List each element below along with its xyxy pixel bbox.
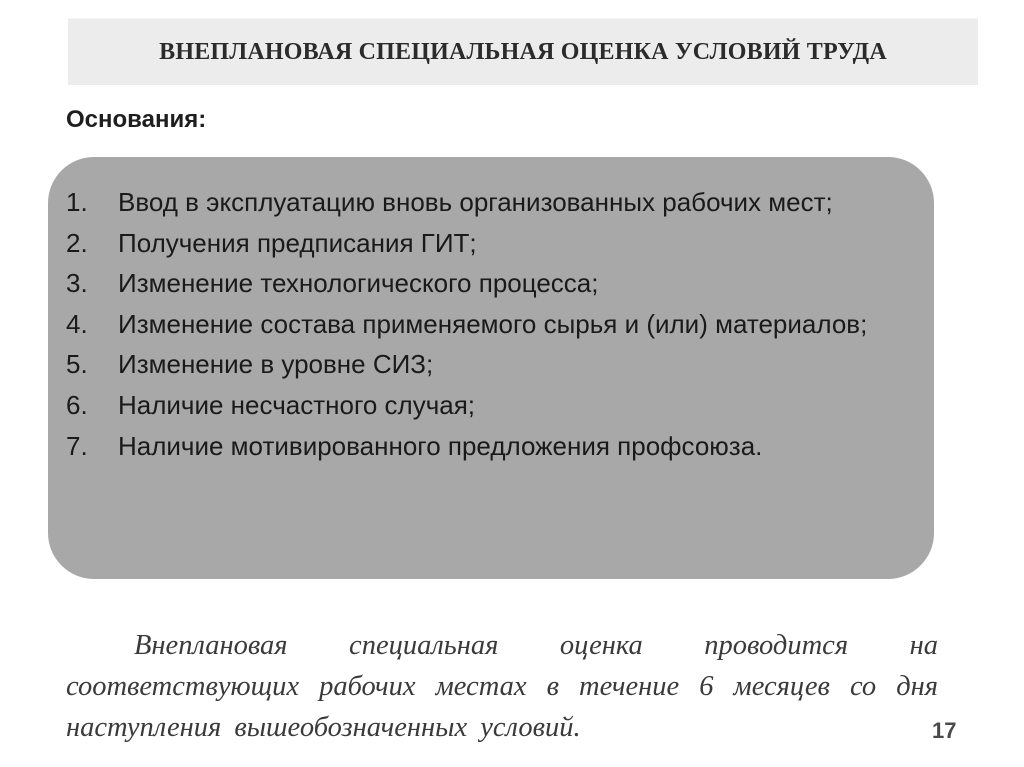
list-item [66,344,926,385]
title-bar [68,18,978,85]
slide-title: ВНЕПЛАНОВАЯ СПЕЦИАЛЬНАЯ ОЦЕНКА УСЛОВИЙ ТРУДА [159,38,887,65]
list-item-number: 2. [66,227,88,258]
grounds-list [66,182,926,466]
list-item [66,263,926,304]
list-item-number: 4. [66,308,88,339]
list-item [66,385,926,426]
list-item-text: Наличие мотивированного предложения профсоюза. [118,430,763,461]
deadline-note: Внеплановая специальная оценка проводится на соответствующих рабочих местах в течение 6 месяцев со дня наступления вышеобозначенных условий. [66,629,938,743]
grounds-heading: Основания: [66,106,207,133]
list-item [66,426,926,467]
list-item [66,304,926,345]
list-item-number: 6. [66,389,88,420]
list-item-number: 3. [66,268,88,299]
list-item [66,223,926,264]
list-item [66,182,926,223]
page-number: 17 [932,718,957,743]
list-item-number: 1. [66,187,88,217]
list-item-text: Получения предписания ГИТ; [118,227,477,258]
list-item-text: Изменение в уровне СИЗ; [118,349,434,380]
list-item-text: Изменение состава применяемого сырья и (или) материалов; [118,308,868,339]
list-item-text: Наличие несчастного случая; [118,389,476,420]
list-item-number: 7. [66,430,88,461]
list-item-number: 5. [66,349,88,380]
list-item-text: Изменение технологического процесса; [118,268,599,299]
list-item-text: Ввод в эксплуатацию вновь организованных рабочих мест; [118,187,833,217]
